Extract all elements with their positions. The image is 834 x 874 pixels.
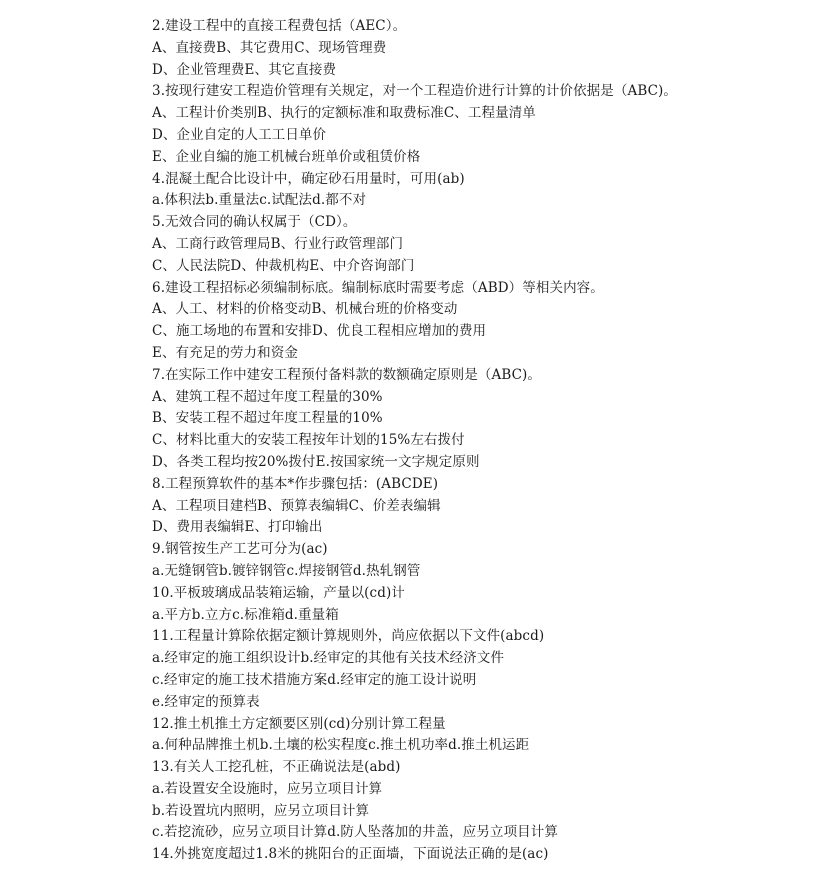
question-13-options-a: a.若设置安全设施时，应另立项目计算 [152, 780, 383, 797]
question-3-options-a: A、工程计价类别B、执行的定额标准和取费标准C、工程量清单 [152, 105, 536, 122]
question-12-options: a.何种品牌推土机b.土壤的松实程度c.推土机功率d.推土机运距 [152, 737, 530, 754]
question-10: 10.平板玻璃成品装箱运输，产量以(cd)计 [152, 584, 405, 601]
question-14: 14.外挑宽度超过1.8米的挑阳台的正面墙，下面说法正确的是(ac) [152, 846, 549, 863]
question-6-options-b: C、施工场地的布置和安排D、优良工程相应增加的费用 [152, 323, 487, 340]
question-6: 6.建设工程招标必须编制标底。编制标底时需要考虑（ABD）等相关内容。 [152, 279, 604, 296]
question-11-options-b: c.经审定的施工技术措施方案d.经审定的施工设计说明 [152, 671, 477, 688]
question-2-options-b: D、企业管理费E、其它直接费 [152, 61, 337, 78]
question-13-options-c: c.若挖流砂，应另立项目计算d.防人坠落加的井盖，应另立项目计算 [152, 824, 558, 841]
document-body [152, 16, 822, 866]
question-5: 5.无效合同的确认权属于（CD）。 [152, 214, 357, 231]
question-10-options: a.平方b.立方c.标准箱d.重量箱 [152, 606, 339, 623]
question-9: 9.钢管按生产工艺可分为(ac) [152, 541, 328, 558]
question-8: 8.工程预算软件的基本*作步骤包括：(ABCDE) [152, 475, 439, 492]
question-5-options-b: C、人民法院D、仲裁机构E、中介咨询部门 [152, 257, 415, 274]
question-8-options-a: A、工程项目建档B、预算表编辑C、价差表编辑 [152, 497, 441, 514]
question-11-options-a: a.经审定的施工组织设计b.经审定的其他有关技术经济文件 [152, 650, 505, 667]
question-4-options: a.体积法b.重量法c.试配法d.都不对 [152, 192, 367, 209]
question-7: 7.在实际工作中建安工程预付备料款的数额确定原则是（ABC)。 [152, 366, 541, 383]
question-6-options-a: A、人工、材料的价格变动B、机械台班的价格变动 [152, 301, 458, 318]
question-2: 2.建设工程中的直接工程费包括（AEC）。 [152, 18, 407, 34]
question-6-options-c: E、有充足的劳力和资金 [152, 344, 298, 361]
question-7-options-c: C、材料比重大的安装工程按年计划的15%左右拨付 [152, 432, 465, 449]
question-7-options-d: D、各类工程均按20%拨付E.按国家统一文字规定原则 [152, 453, 480, 470]
question-13-options-b: b.若设置坑内照明，应另立项目计算 [152, 802, 370, 819]
question-7-options-a: A、建筑工程不超过年度工程量的30% [152, 388, 383, 405]
question-3-options-c: E、企业自编的施工机械台班单价或租赁价格 [152, 148, 421, 165]
question-11-options-c: e.经审定的预算表 [152, 693, 260, 710]
question-5-options-a: A、工商行政管理局B、行业行政管理部门 [152, 235, 404, 252]
question-8-options-b: D、费用表编辑E、打印输出 [152, 519, 323, 536]
question-13: 13.有关人工挖孔桩，不正确说法是(abd) [152, 759, 401, 776]
question-11: 11.工程量计算除依据定额计算规则外，尚应依据以下文件(abcd) [152, 628, 545, 645]
question-2-options-a: A、直接费B、其它费用C、现场管理费 [152, 39, 387, 56]
question-12: 12.推土机推土方定额要区别(cd)分别计算工程量 [152, 715, 446, 732]
question-3-options-b: D、企业自定的人工工日单价 [152, 126, 327, 143]
question-9-options: a.无缝钢管b.镀锌钢管c.焊接钢管d.热轧钢管 [152, 562, 421, 579]
question-7-options-b: B、安装工程不超过年度工程量的10% [152, 410, 383, 427]
question-3: 3.按现行建安工程造价管理有关规定，对一个工程造价进行计算的计价依据是（ABC)。 [152, 83, 677, 100]
question-4: 4.混凝土配合比设计中，确定砂石用量时，可用(ab) [152, 170, 465, 187]
